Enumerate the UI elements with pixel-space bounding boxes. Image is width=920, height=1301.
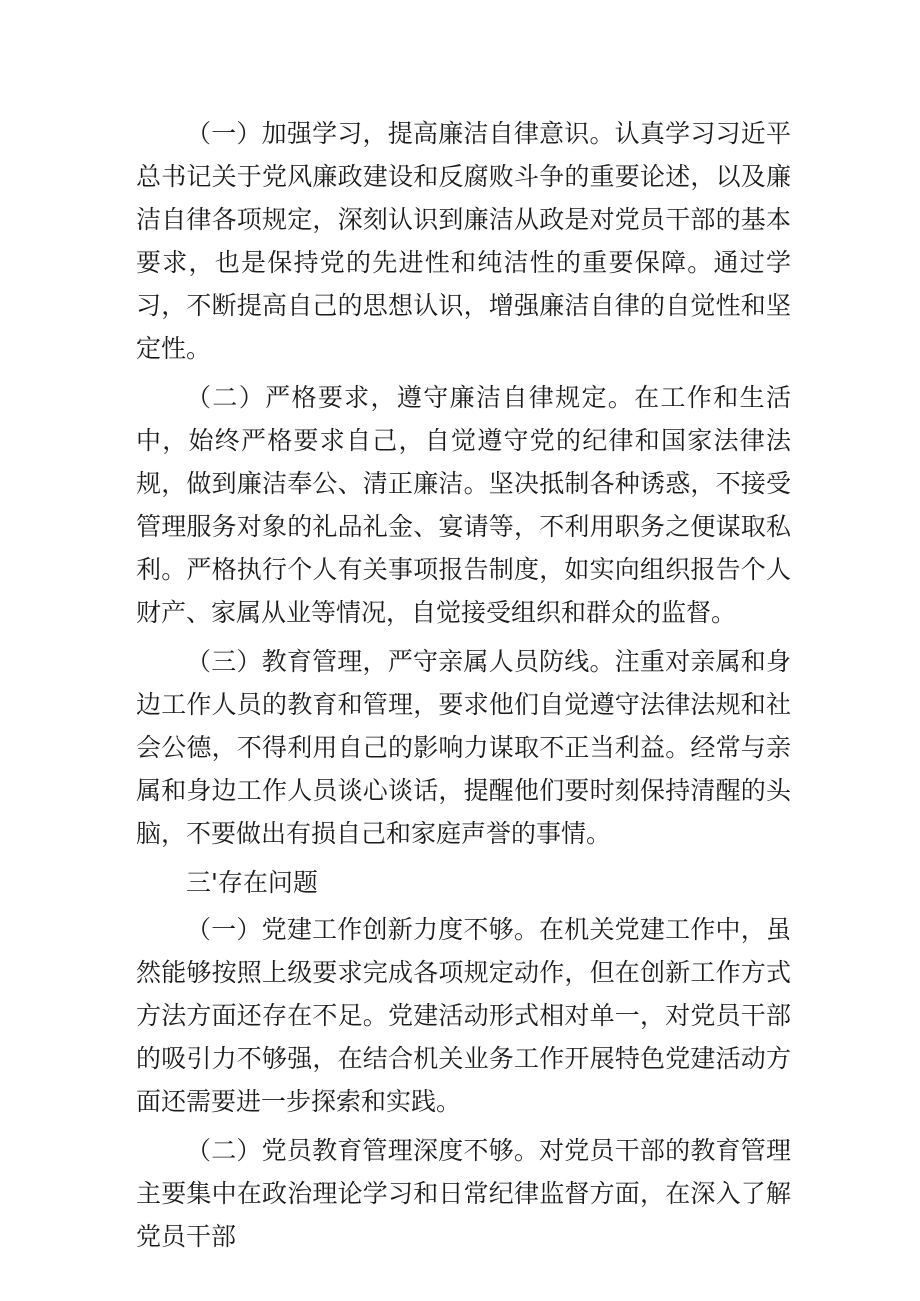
document-body: [136, 112, 791, 1264]
paragraph-strengthen-study: （一）加强学习，提高廉洁自律意识。认真学习习近平总书记关于党风廉政建设和反腐败斗争的重要论述，以及廉洁自律各项规定，深刻认识到廉洁从政是对党员干部的基本要求，也是保持党的先进性和纯洁性的重要保障。通过学习，不断提高自己的思想认识，增强廉洁自律的自觉性和坚定性。: [136, 119, 791, 363]
paragraph-member-education: （二）党员教育管理深度不够。对党员干部的教育管理主要集中在政治理论学习和日常纪律监督方面，在深入了解党员干部: [136, 1136, 791, 1251]
paragraph-strict-requirements: （二）严格要求，遵守廉洁自律规定。在工作和生活中，始终严格要求自己，自觉遵守党的纪律和国家法律法规，做到廉洁奉公、清正廉洁。坚决抵制各种诱惑，不接受管理服务对象的礼品礼金、宴请等，不利用职务之便谋取私利。严格执行个人有关事项报告制度，如实向组织报告个人财产、家属从业等情况，自觉接受组织和群众的监督。: [136, 383, 791, 627]
paragraph-party-building-innovation: （一）党建工作创新力度不够。在机关党建工作中，虽然能够按照上级要求完成各项规定动作，但在创新工作方式方法方面还存在不足。党建活动形式相对单一，对党员干部的吸引力不够强，在结合机关业务工作开展特色党建活动方面还需要进一步探索和实践。: [136, 915, 791, 1116]
section-heading-existing-problems: 三'存在问题: [186, 868, 318, 897]
paragraph-family-management: （三）教育管理，严守亲属人员防线。注重对亲属和身边工作人员的教育和管理，要求他们自觉遵守法律法规和社会公德，不得利用自己的影响力谋取不正当利益。经常与亲属和身边工作人员谈心谈话，提醒他们要时刻保持清醒的头脑，不要做出有损自己和家庭声誉的事情。: [136, 647, 791, 848]
